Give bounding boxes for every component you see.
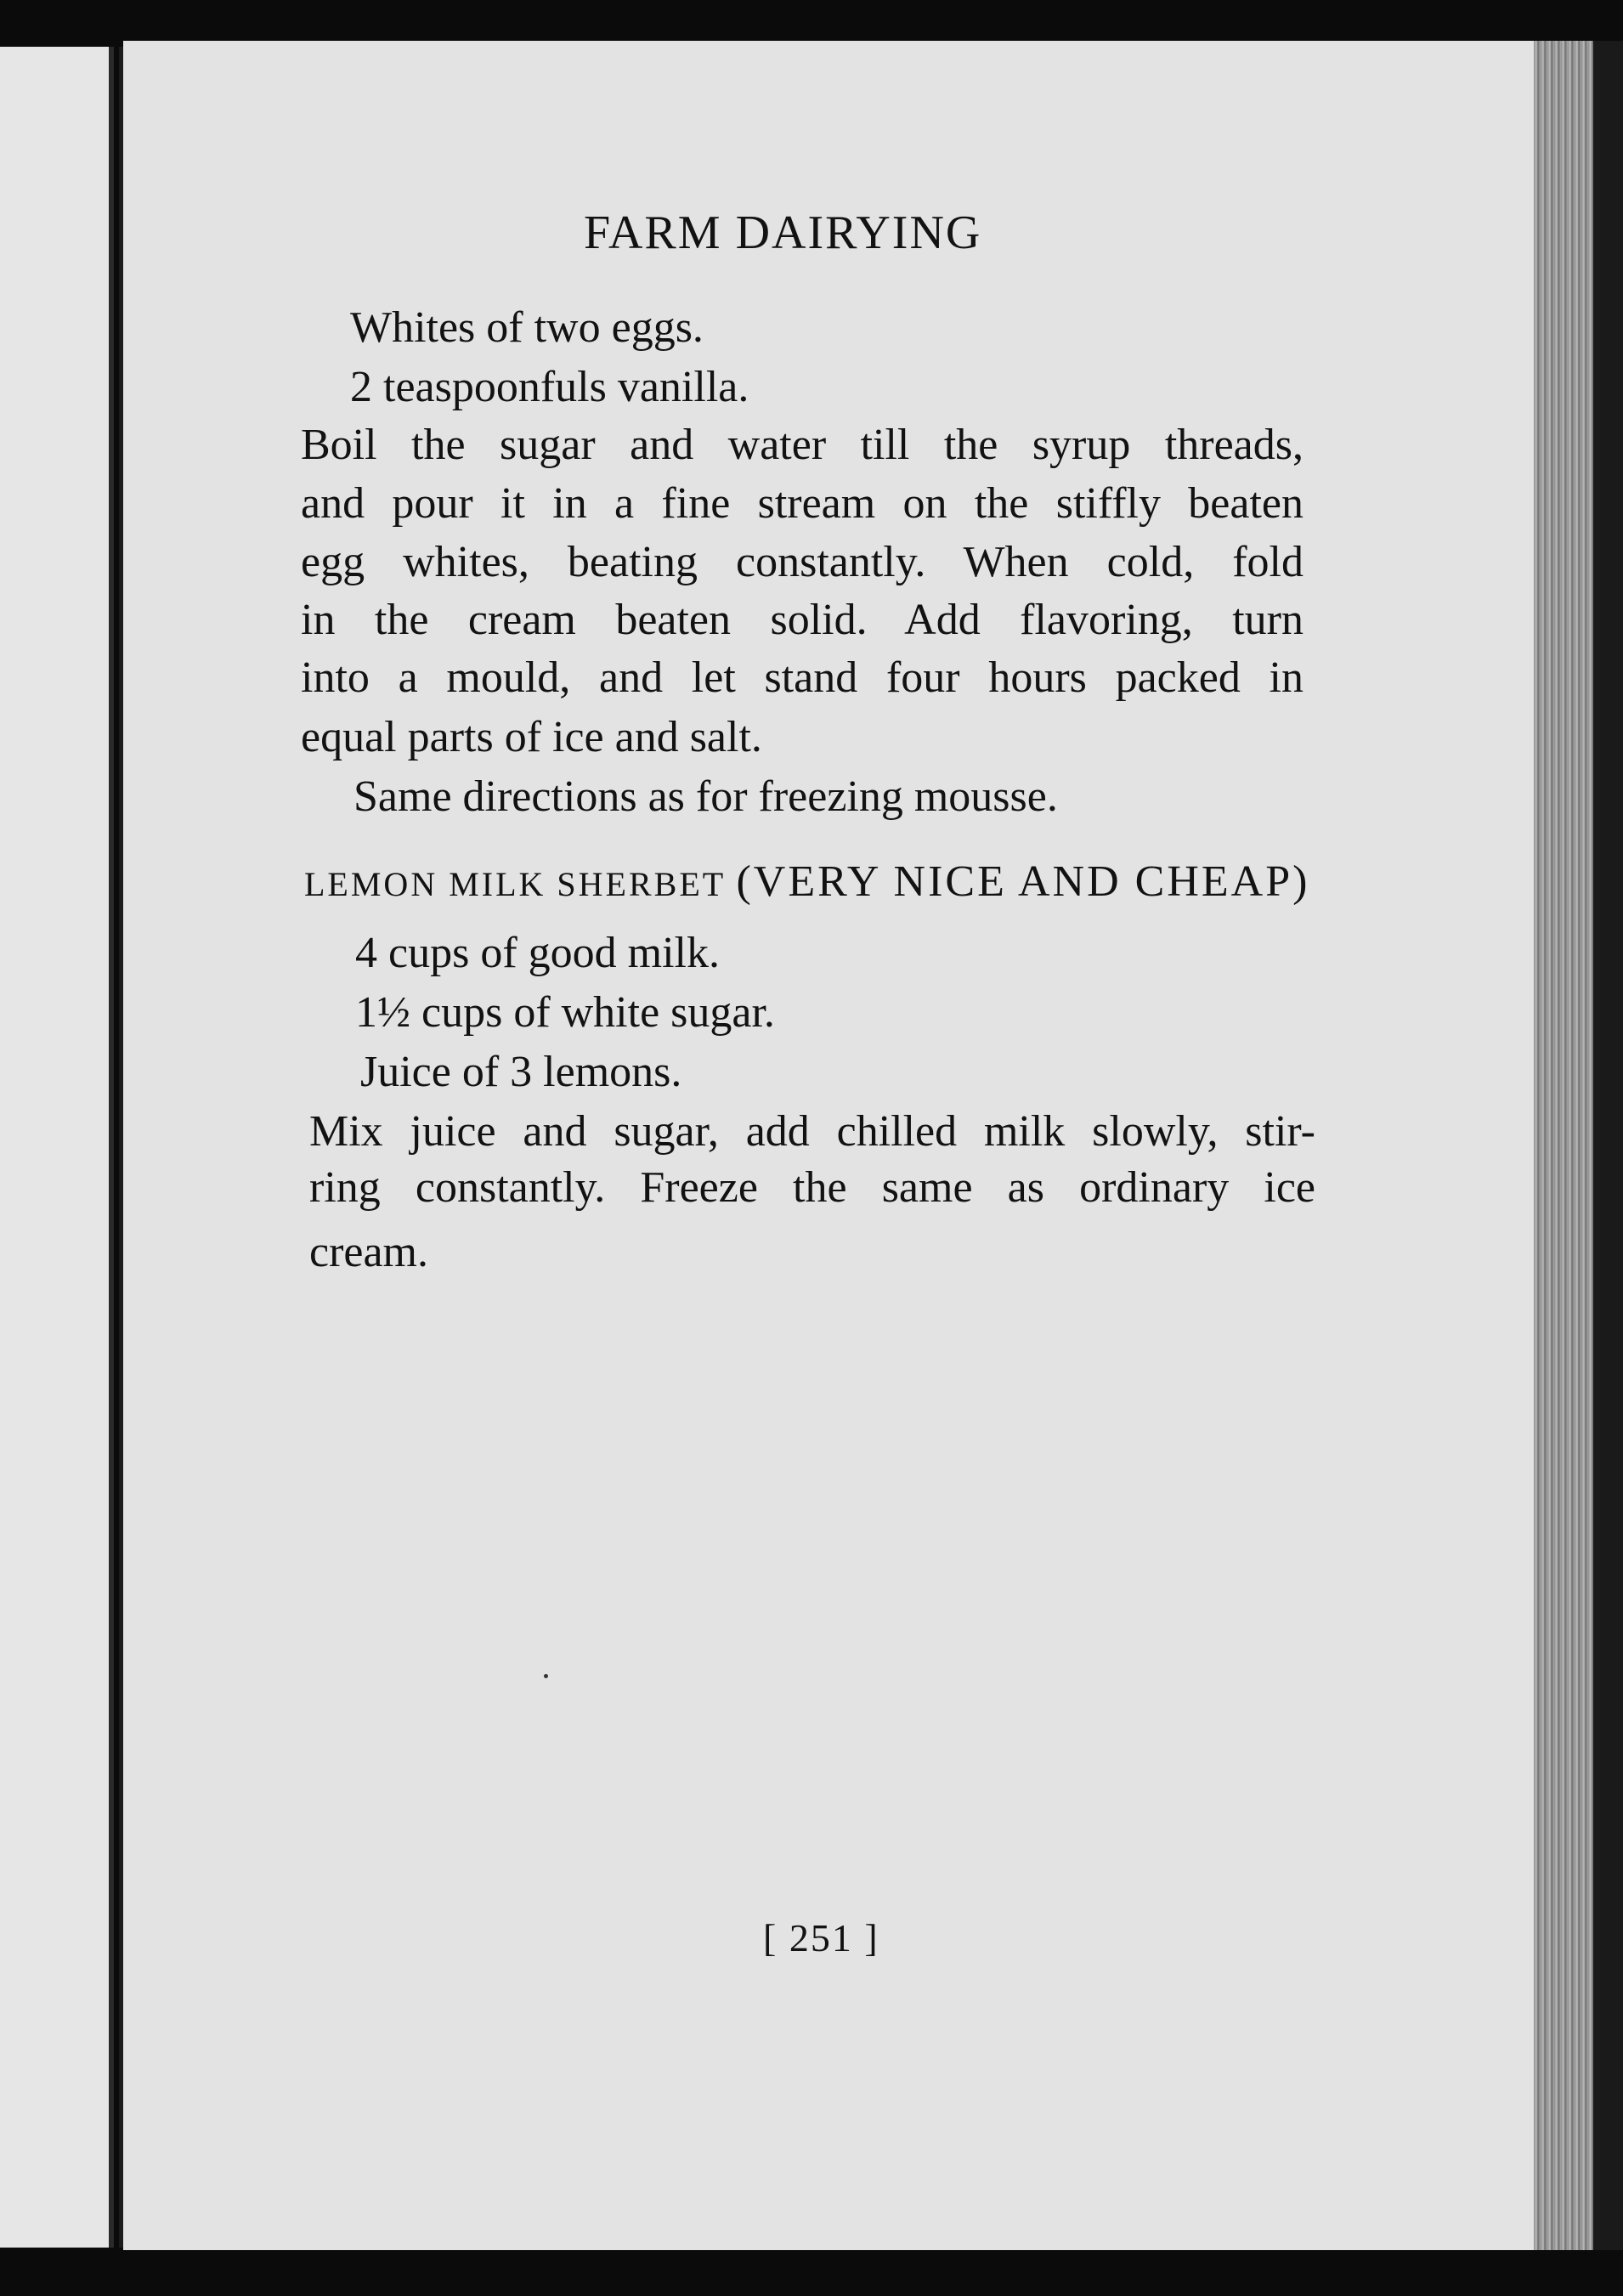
text-line: into a mould, and let stand four hours packed in bbox=[301, 653, 1303, 702]
directions-line: Mix juice and sugar, add chilled milk slowly, stir- bbox=[309, 1107, 1315, 1156]
facing-page-edge bbox=[0, 47, 114, 2248]
directions-line: ring constantly. Freeze the same as ordinary ice bbox=[309, 1163, 1315, 1212]
ingredient-line: Juice of 3 lemons. bbox=[360, 1048, 682, 1096]
binding-shadow bbox=[1593, 41, 1623, 2250]
section-heading-note: (VERY NICE AND CHEAP) bbox=[736, 857, 1310, 906]
running-head: FARM DAIRYING bbox=[584, 206, 982, 259]
text-line: Same directions as for freezing mousse. bbox=[353, 772, 1058, 821]
text-line: 2 teaspoonfuls vanilla. bbox=[350, 363, 749, 411]
text-line: Whites of two eggs. bbox=[350, 303, 704, 352]
section-heading-title: LEMON MILK SHERBET bbox=[304, 865, 726, 903]
page-edges bbox=[1534, 41, 1593, 2250]
ingredient-line: 4 cups of good milk. bbox=[355, 929, 720, 977]
text-line: Boil the sugar and water till the syrup threads, bbox=[301, 421, 1303, 469]
ingredient-line: 1½ cups of white sugar. bbox=[355, 988, 775, 1037]
dust-speck bbox=[544, 1674, 548, 1678]
text-line: and pour it in a fine stream on the stiffly beaten bbox=[301, 479, 1303, 528]
text-line: equal parts of ice and salt. bbox=[301, 713, 762, 761]
page-number: [ 251 ] bbox=[763, 1916, 879, 1960]
section-heading bbox=[304, 857, 1310, 906]
text-line: egg whites, beating constantly. When cold, fold bbox=[301, 538, 1303, 586]
directions-line: cream. bbox=[309, 1228, 429, 1276]
text-line: in the cream beaten solid. Add flavoring, turn bbox=[301, 596, 1303, 644]
